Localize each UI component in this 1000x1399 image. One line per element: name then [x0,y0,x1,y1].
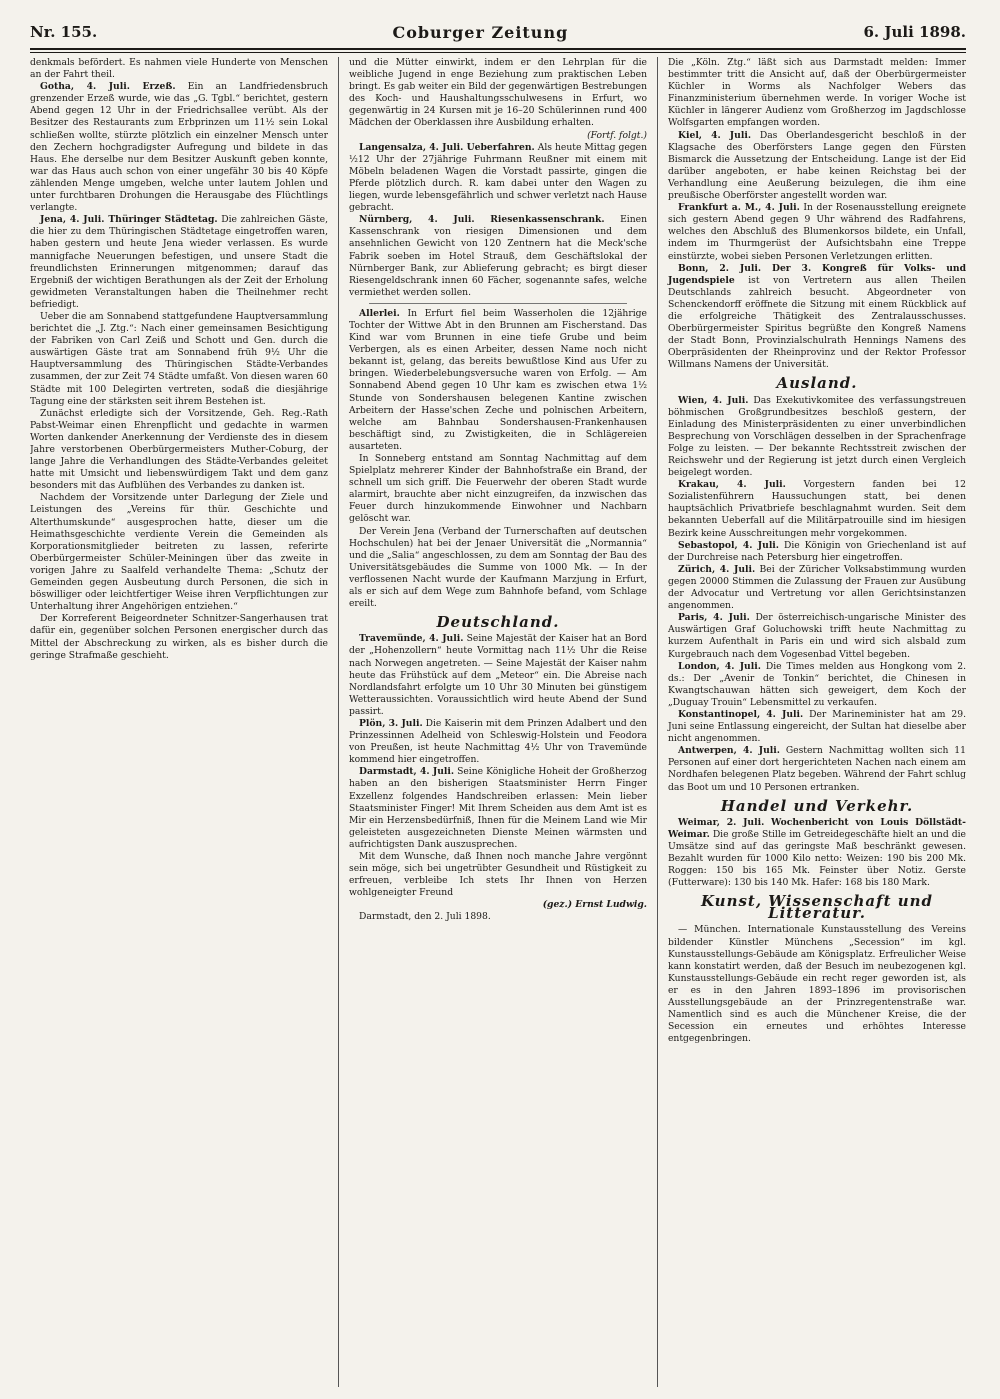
section-heading: Handel und Verkehr. [720,796,914,815]
article-text: Der österreichisch-ungarische Minister des Auswärtigen Graf Goluchowski trifft heute Nachmittag zu kurzem Aufenthalt in Paris ein und wird sich alsbald zum Kurgebrauch nach dem Vogesenbad Vittel begeben. [668,612,966,660]
article-dateline: Bonn, 2. Juli. Der 3. Kongreß für Volks- und Jugendspiele [668,262,966,286]
article-paragraph [30,214,328,311]
letter-dateline: Darmstadt, den 2. Juli 1898. [359,911,491,923]
section-divider [369,303,627,304]
article-paragraph [668,817,966,890]
article-text: Als heute Mittag gegen ½12 Uhr der 27jährige Fuhrmann Reußner mit einem mit Möbeln beladenen Wagen die Vorstadt passirte, gingen die Pferde plötzlich durch. R. kam dabei unter den Wagen zu liegen, wurde lebensgefährlich und schwer verletzt nach Hause gebracht. [349,141,647,214]
article-paragraph [30,81,328,214]
article-text: Der Korreferent Beigeordneter Schnitzer-Sangerhausen trat dafür ein, gegenüber solchen Personen energischer durch das Mittel der Abschreckung zu wirken, als es bisher durch die geringe Strafmaße geschieht. [30,613,328,661]
article-dateline: Plön, 3. Juli. [359,717,423,729]
masthead-rule [30,48,966,50]
article-text: Das Oberlandesgericht beschloß in der Klagsache des Oberförsters Lange gegen den Fürsten Bismarck die Aussetzung der Entscheidung. Lange ist der Eid darüber angeboten, er habe keinen Reichstag bei der Verhandlung eine Aeußerung beizulegen, die ihm eine preußische Oberförster angestellt worden war. [668,129,966,202]
article-text: ist von Vertretern aus allen Theilen Deutschlands zahlreich besucht. Abgeordneter von Schenckendorff eröffnete die Sitzung mit einem Rückblick auf die erfolgreiche Thätigkeit des Zentralausschusses. Oberbürgermeister Spiritus begrüßte den Kongreß Namens der Stadt Bonn, Provinzialschulrath Hennings Namens des Oberpräsidenten der Rheinprovinz und der Rektor Professor Willmans Namens der Universität. [668,274,966,371]
article-paragraph [668,130,966,203]
article-text: Die „Köln. Ztg.“ läßt sich aus Darmstadt melden: Immer bestimmter tritt die Ansicht auf, daß der Oberbürgermeister Küchler in Worms als Nachfolger Webers das Finanzministerium übernehmen werde. In voriger Woche ist Küchler in längerer Audienz vom Großherzog im Jagdschlosse Wolfsgarten empfangen worden. [668,57,966,129]
article-text: Der Marineminister hat am 29. Juni seine Entlassung eingereicht, der Sultan hat dieselbe aber nicht angenommen. [668,708,966,745]
article-text: Der Verein Jena (Verband der Turnerschaften auf deutschen Hochschulen) hat bei der Jenaer Universität die „Normannia“ und die „Salia“ angeschlossen, zu dem am Sonntag der Bau des Universitätsgebäudes die Summe von 1000 Mk. — In der verflossenen Nacht wurde der Kaufmann Marzjung in Erfurt, als er sich auf dem Wege zum Bahnhofe befand, vom Schlage ereilt. [349,525,647,610]
article-dateline: Allerlei. [359,307,400,319]
continuation-note: (Fortf. folgt.) [587,129,647,141]
column-1 [30,57,328,1387]
article-text: Ueber die am Sonnabend stattgefundene Hauptversammlung berichtet die „J. Ztg.“: Nach einer gemeinsamen Besichtigung der Fabriken von Carl Zeiß und Schott und Gen. durch die auswärtigen Gäste trat am Sonnabend früh 9½ Uhr die Hauptversammlung des Thüringischen Städte-Verbandes zusammen, der zur Zeit 74 Städte umfaßt. Von diesen waren 60 Städte mit 100 Delegirten vertreten, sodaß die diesjährige Tagung eine der stärksten seit ihrem Bestehen ist. [30,310,328,407]
article-dateline: Gotha, 4. Juli. Erzeß. [40,81,176,93]
article-text: Mit dem Wunsche, daß Ihnen noch manche Jahre vergönnt sein möge, sich bei ungetrübter Gesundheit und Rüstigkeit zu erfreuen, verbleibe Ich stets Ihr Ihnen von Herzen wohlgeneigter Freund [349,851,647,899]
article-text: In Erfurt fiel beim Wasserholen die 12jährige Tochter der Wittwe Abt in den Brunnen am Fischerstand. Das Kind war vom Brunnen in eine tiefe Grube und beim Verbergen, als es einen Arbeiter, dessen Name noch nicht bekannt ist, gelang, das bereits bewußtlose Kind aus Ufer zu bringen. Wiederbelebungsversuche waren von Erfolg. — Am Sonnabend Abend gegen 10 Uhr kam es zwischen etwa 1½ Stunde von Sondershausen belegenen Kantine zwischen Arbeitern der Hasse'schen Zeche und polnischen Arbeitern, welche am Bahnbau Sondershausen-Frankenhausen beschäftigt sind, zu Zwistigkeiten, die in Schlägereien ausarteten. [349,307,647,452]
article-paragraph [668,395,966,480]
article-dateline: Nürnberg, 4. Juli. Riesenkassenschrank. [359,214,605,226]
article-text: Die Königin von Griechenland ist auf der Durchreise nach Petersburg hier eingetroffen. [668,539,966,563]
masthead-rule-thin [30,52,966,53]
masthead [30,18,966,46]
article-text: und die Mütter einwirkt, indem er den Lehrplan für die weibliche Jugend in enge Beziehung zum praktischen Leben bringt. Es gab weiter ein Bild der gegenwärtigen Bestrebungen des Koch- und Haushaltungsschulwesens in Erfurt, wo gegenwärtig in 24 Kursen mit je 16–20 Schülerinnen rund 400 Mädchen der Oberklassen ihre Ausbildung erhalten. [349,57,647,129]
column-2 [338,57,647,1387]
article-text: Einen Kassenschrank von riesigen Dimensionen und dem ansehnlichen Gewicht von 120 Zentnern hat die Meck'sche Fabrik soeben im Hotel Strauß, dem Geschäftslokal der Nürnberger Bank, zur Ablieferung gebracht; es birgt dieser Riesengeldschrank innen 60 Fächer, sogenannte safes, welche vermiethet werden sollen. [349,214,647,298]
article-paragraph [668,709,966,745]
issue-date: 6. Juli 1898. [863,23,966,41]
article-text: Seine Königliche Hoheit der Großherzog haben an den bisherigen Staatsminister Herrn Finger Exzellenz folgendes Handschreiben erlassen: Mein lieber Staatsminister Finger! Mit Ihrem Scheiden aus dem Amt ist es Mir ein Herzensbedürfniß, Ihnen für die Meinem Land wie Mir geleisteten ausgezeichneten Dienste Meinen wärmsten und aufrichtigsten Dank auszusprechen. [349,766,647,850]
article-columns [30,57,966,1387]
article-text: Die Kaiserin mit dem Prinzen Adalbert und den Prinzessinnen Adelheid von Schleswig-Holstein und Feodora von Preußen, ist heute Nachmittag 4½ Uhr von Travemünde kommend hier eingetroffen. [349,717,647,766]
signature: (gez.) Ernst Ludwig. [542,899,647,911]
article-dateline: Langensalza, 4. Juli. Ueberfahren. [359,141,535,153]
article-text: Ein an Landfriedensbruch grenzender Erzeß wurde, wie das „G. Tgbl.“ berichtet, gestern Abend gegen 12 Uhr in der Friedrichsallee verübt. Als der Besitzer des Restaurants zum Erbprinzen um 11½ sein Lokal schließen wollte, stürzte plötzlich ein einzelner Mensch unter den Zechern hochgradigster Aufregung und bildete in das Haus. Ehe derselbe nur dem Besitzer Auskunft geben konnte, war das Haus auch schon von einer ungefähr 30 bis 40 Köpfe zählenden Menge umgeben, welche unter lautem Johlen und unter furchtbaren Drohungen die Herausgabe des Flüchtlings verlangte. [30,81,328,214]
article-paragraph [349,308,647,453]
article-paragraph [668,612,966,660]
article-text: — München. Internationale Kunstausstellung des Vereins bildender Künstler Münchens „Secession“ im kgl. Kunstausstellungs-Gebäude am Königsplatz. Erfreulicher Weise kann konstatirt werden, daß der Besuch im neubezogenen kgl. Kunstausstellungs-Gebäude ein recht reger geworden ist, als er es in den Jahren 1893–1896 im provisorischen Ausstellungsgebäude an der Prinzregentenstraße war. Namentlich sind es auch die Münchener Kreise, die der Secession ein erneutes und erhöhtes Interesse entgegenbringen. [668,924,966,1045]
article-dateline: Weimar, 2. Juli. Wochenbericht von Louis Döllstädt-Weimar. [668,816,966,840]
article-text: In Sonneberg entstand am Sonntag Nachmittag auf dem Spielplatz mehrerer Kinder der Bahnhofstraße ein Brand, der schnell um sich griff. Die Feuerwehr der oberen Stadt wurde alarmirt, brauchte aber nicht einzugreifen, da inzwischen das Feuer durch hinzukommende Einwohner und Nachbarn gelöscht war. [349,453,647,525]
article-text: In der Rosenausstellung ereignete sich gestern Abend gegen 9 Uhr während des Radfahrens, welches den Abschluß des Blumenkorsos bildete, ein Unfall, indem im Thurmgerüst der Aufsichtsbahn eine Treppe einstürzte, wobei sieben Personen Verletzungen erlitten. [668,202,966,262]
article-paragraph [668,263,966,372]
article-dateline: Zürich, 4. Juli. [678,563,756,575]
article-dateline: Wien, 4. Juli. [678,394,749,406]
article-dateline: Konstantinopel, 4. Juli. [678,708,804,720]
article-paragraph [349,633,647,718]
article-dateline: Paris, 4. Juli. [678,612,750,624]
article-text: Die Times melden aus Hongkong vom 2. ds.: Der „Avenir de Tonkin“ berichtet, die Chinesen in Kwangtschauwan hätten sich geweigert, dem Koch der „Duguay Trouin“ Lebensmittel zu verkaufen. [668,660,966,708]
article-paragraph [668,540,966,564]
article-paragraph [668,202,966,262]
article-dateline: Travemünde, 4. Juli. [359,633,464,645]
column-3 [657,57,966,1387]
issue-number: Nr. 155. [30,23,98,41]
article-dateline: Sebastopol, 4. Juli. [678,539,779,551]
article-paragraph [349,718,647,766]
article-paragraph [668,745,966,793]
article-paragraph [668,661,966,709]
article-text: Zunächst erledigte sich der Vorsitzende, Geh. Reg.-Rath Pabst-Weimar einen Ehrenpflicht und gedachte in warmen Worten dankender Anerkennung der Verdienste des in diesem Jahre verstorbenen Oberbürgermeisters Muther-Coburg, der lange Jahre die Verhandlungen des Städte-Verbandes geleitet hatte mit Umsicht und liebenswürdigem Takt und dem ganz besonders mit das Aufblühen des Verbandes zu danken ist. [30,407,328,492]
article-dateline: Darmstadt, 4. Juli. [359,766,455,778]
article-paragraph [668,564,966,612]
section-heading: Deutschland. [436,613,560,632]
article-paragraph [668,479,966,539]
article-dateline: Krakau, 4. Juli. [678,479,786,491]
article-text: Das Exekutivkomitee des verfassungstreuen böhmischen Großgrundbesitzes beschloß gestern, der Einladung des Ministerpräsidenten zu einer unverbindlichen Besprechung von Vorschlägen desselben in der Sprachenfrage Folge zu leisten. — Der bekannte Rechtsstreit zwischen der Reichswehr und der Regierung ist jetzt durch einen Vergleich beigelegt worden. [668,394,966,479]
article-paragraph [349,214,647,299]
article-paragraph [349,142,647,215]
article-dateline: London, 4. Juli. [678,660,761,672]
article-text: Die große Stille im Getreidegeschäfte hielt an und die Umsätze sind auf das geringste Maß beschränkt gewesen. Bezahlt wurden für 1000 Kilo netto: Weizen: 190 bis 200 Mk. Roggen: 150 bis 165 Mk. Feinster über Notiz. Gerste (Futterware): 130 bis 140 Mk. Hafer: 168 bis 180 Mark. [668,828,966,889]
article-text: Seine Majestät der Kaiser hat an Bord der „Hohenzollern“ heute Vormittag nach 11½ Uhr die Reise nach Norwegen angetreten. — Seine Majestät der Kaiser nahm heute das Frühstück auf dem „Meteor“ ein. Die Abreise nach Nordlandsfahrt erfolgte um 10 Uhr 30 Minuten bei günstigem Wetteraussichten. Voraussichtlich wird heute Abend der Sund passirt. [349,633,647,717]
section-heading: Kunst, Wissenschaft und Litteratur. [700,892,934,923]
article-text: Gestern Nachmittag wollten sich 11 Personen auf einer dort hergerichteten Nachen nach einem am Nordhafen belegenen Platz begeben. Während der Fahrt schlug das Boot um und 10 Personen ertranken. [668,745,966,793]
article-text: Vorgestern fanden bei 12 Sozialistenführern Haussuchungen statt, bei denen hauptsächlich Privatbriefe beschlagnahmt wurden. Seit dem bekannten Ueberfall auf die Militärpatrouille sind im hiesigen Bezirk keine Ausschreitungen mehr vorgekommen. [668,479,966,539]
newspaper-title: Coburger Zeitung [392,22,569,42]
article-dateline: Jena, 4. Juli. Thüringer Städtetag. [40,214,218,226]
article-text: Bei der Züricher Volksabstimmung wurden gegen 20000 Stimmen die Zulassung der Frauen zur Ausübung der Advocatur und Vertretung vor allen Gerichtsinstanzen angenommen. [668,563,966,612]
article-dateline: Antwerpen, 4. Juli. [678,745,780,757]
article-text: denkmals befördert. Es nahmen viele Hunderte von Menschen an der Fahrt theil. [30,57,328,81]
article-text: Nachdem der Vorsitzende unter Darlegung der Ziele und Leistungen des „Vereins für thür. Geschichte und Alterthumskunde“ ausgesprochen hatte, dieser um die Heimathsgeschichte verdiente Verein die Gemeinden als Korporationsmitglieder beitreten zu lassen, referirte Oberbürgermeister Schüler-Meiningen über das zweite in vorigen Jahre zu Saalfeld verhandelte Thema: „Schutz der Gemeinden gegen Ausbeutung durch Personen, die sich in böswilliger oder leichtfertiger Weise ihren Verpflichtungen zur Unterhaltung ihrer Angehörigen entziehen.“ [30,492,328,613]
article-dateline: Kiel, 4. Juli. [678,129,752,141]
article-dateline: Frankfurt a. M., 4. Juli. [678,202,800,214]
article-text: Die zahlreichen Gäste, die hier zu dem Thüringischen Städtetage eingetroffen waren, haben gestern und heute Jena wieder verlassen. Es wurde mannigfache Neuerungen befestigen, und unsere Stadt die freundlichsten Erinnerungen mitgenommen; darauf das Ergebniß der wichtigen Berathungen als der Zeit der Erholung gewidmeten Veranstaltungen haben die Theilnehmer recht befriedigt. [30,214,328,310]
article-paragraph [349,766,647,851]
section-heading: Ausland. [776,374,858,393]
